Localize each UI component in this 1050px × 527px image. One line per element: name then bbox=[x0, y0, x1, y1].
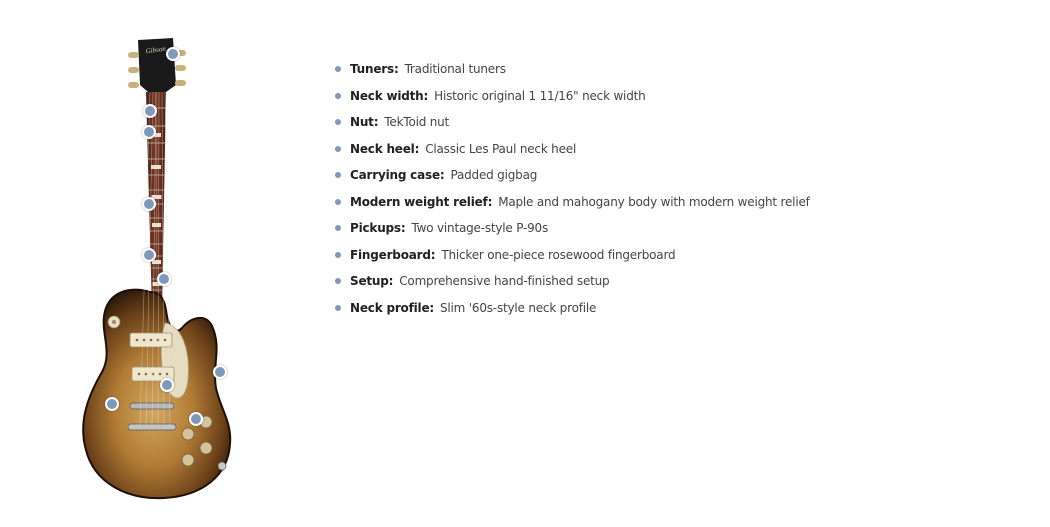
spec-value: TekToid nut bbox=[384, 115, 450, 130]
bullet-icon bbox=[335, 252, 341, 258]
spec-label: Modern weight relief: bbox=[350, 194, 493, 209]
hotspot-fingerboard[interactable] bbox=[142, 248, 156, 262]
spec-item-modern-weight-relief bbox=[335, 189, 810, 216]
spec-item-neck-heel bbox=[335, 136, 810, 163]
spec-label: Pickups: bbox=[350, 221, 406, 236]
bullet-icon bbox=[335, 66, 341, 72]
hotspot-modern-weight-relief[interactable] bbox=[105, 397, 119, 411]
spec-value: Comprehensive hand-finished setup bbox=[399, 274, 610, 289]
spec-label: Neck heel: bbox=[350, 141, 420, 156]
bullet-icon bbox=[335, 93, 341, 99]
spec-value: Padded gigbag bbox=[450, 168, 538, 183]
spec-label: Nut: bbox=[350, 115, 379, 130]
bullet-icon bbox=[335, 146, 341, 152]
guitar-illustration bbox=[70, 30, 250, 505]
bullet-icon bbox=[335, 225, 341, 231]
spec-item-carrying-case bbox=[335, 162, 810, 189]
spec-item-setup bbox=[335, 268, 810, 295]
spec-label: Setup: bbox=[350, 274, 394, 289]
spec-item-tuners bbox=[335, 56, 810, 83]
spec-label: Neck width: bbox=[350, 88, 429, 103]
spec-value: Two vintage-style P-90s bbox=[411, 221, 549, 236]
spec-item-neck-width bbox=[335, 83, 810, 110]
spec-value: Thicker one-piece rosewood fingerboard bbox=[441, 247, 676, 262]
hotspot-carrying-case[interactable] bbox=[213, 365, 227, 379]
hotspot-neck-heel[interactable] bbox=[157, 272, 171, 286]
hotspot-pickups[interactable] bbox=[160, 378, 174, 392]
spec-label: Carrying case: bbox=[350, 168, 445, 183]
spec-value: Traditional tuners bbox=[404, 62, 506, 77]
spec-item-fingerboard bbox=[335, 242, 810, 269]
spec-item-neck-profile bbox=[335, 295, 810, 322]
bullet-icon bbox=[335, 278, 341, 284]
headstock-logo: Gibson bbox=[145, 44, 167, 56]
spec-label: Neck profile: bbox=[350, 300, 434, 315]
spec-item-pickups bbox=[335, 215, 810, 242]
spec-list bbox=[335, 56, 810, 321]
headstock bbox=[128, 38, 186, 92]
spec-value: Historic original 1 11/16" neck width bbox=[434, 88, 646, 103]
hotspot-neck-width[interactable] bbox=[142, 125, 156, 139]
hotspot-neck-profile[interactable] bbox=[142, 197, 156, 211]
spec-value: Maple and mahogany body with modern weight relief bbox=[498, 194, 810, 209]
hotspot-tuners[interactable] bbox=[166, 47, 180, 61]
hotspot-setup[interactable] bbox=[189, 412, 203, 426]
spec-value: Classic Les Paul neck heel bbox=[425, 141, 577, 156]
spec-label: Fingerboard: bbox=[350, 247, 436, 262]
guitar-image bbox=[70, 30, 250, 505]
bullet-icon bbox=[335, 305, 341, 311]
bullet-icon bbox=[335, 199, 341, 205]
bullet-icon bbox=[335, 172, 341, 178]
spec-label: Tuners: bbox=[350, 62, 399, 77]
bullet-icon bbox=[335, 119, 341, 125]
spec-item-nut bbox=[335, 109, 810, 136]
hotspot-nut[interactable] bbox=[143, 104, 157, 118]
spec-value: Slim '60s-style neck profile bbox=[440, 300, 597, 315]
